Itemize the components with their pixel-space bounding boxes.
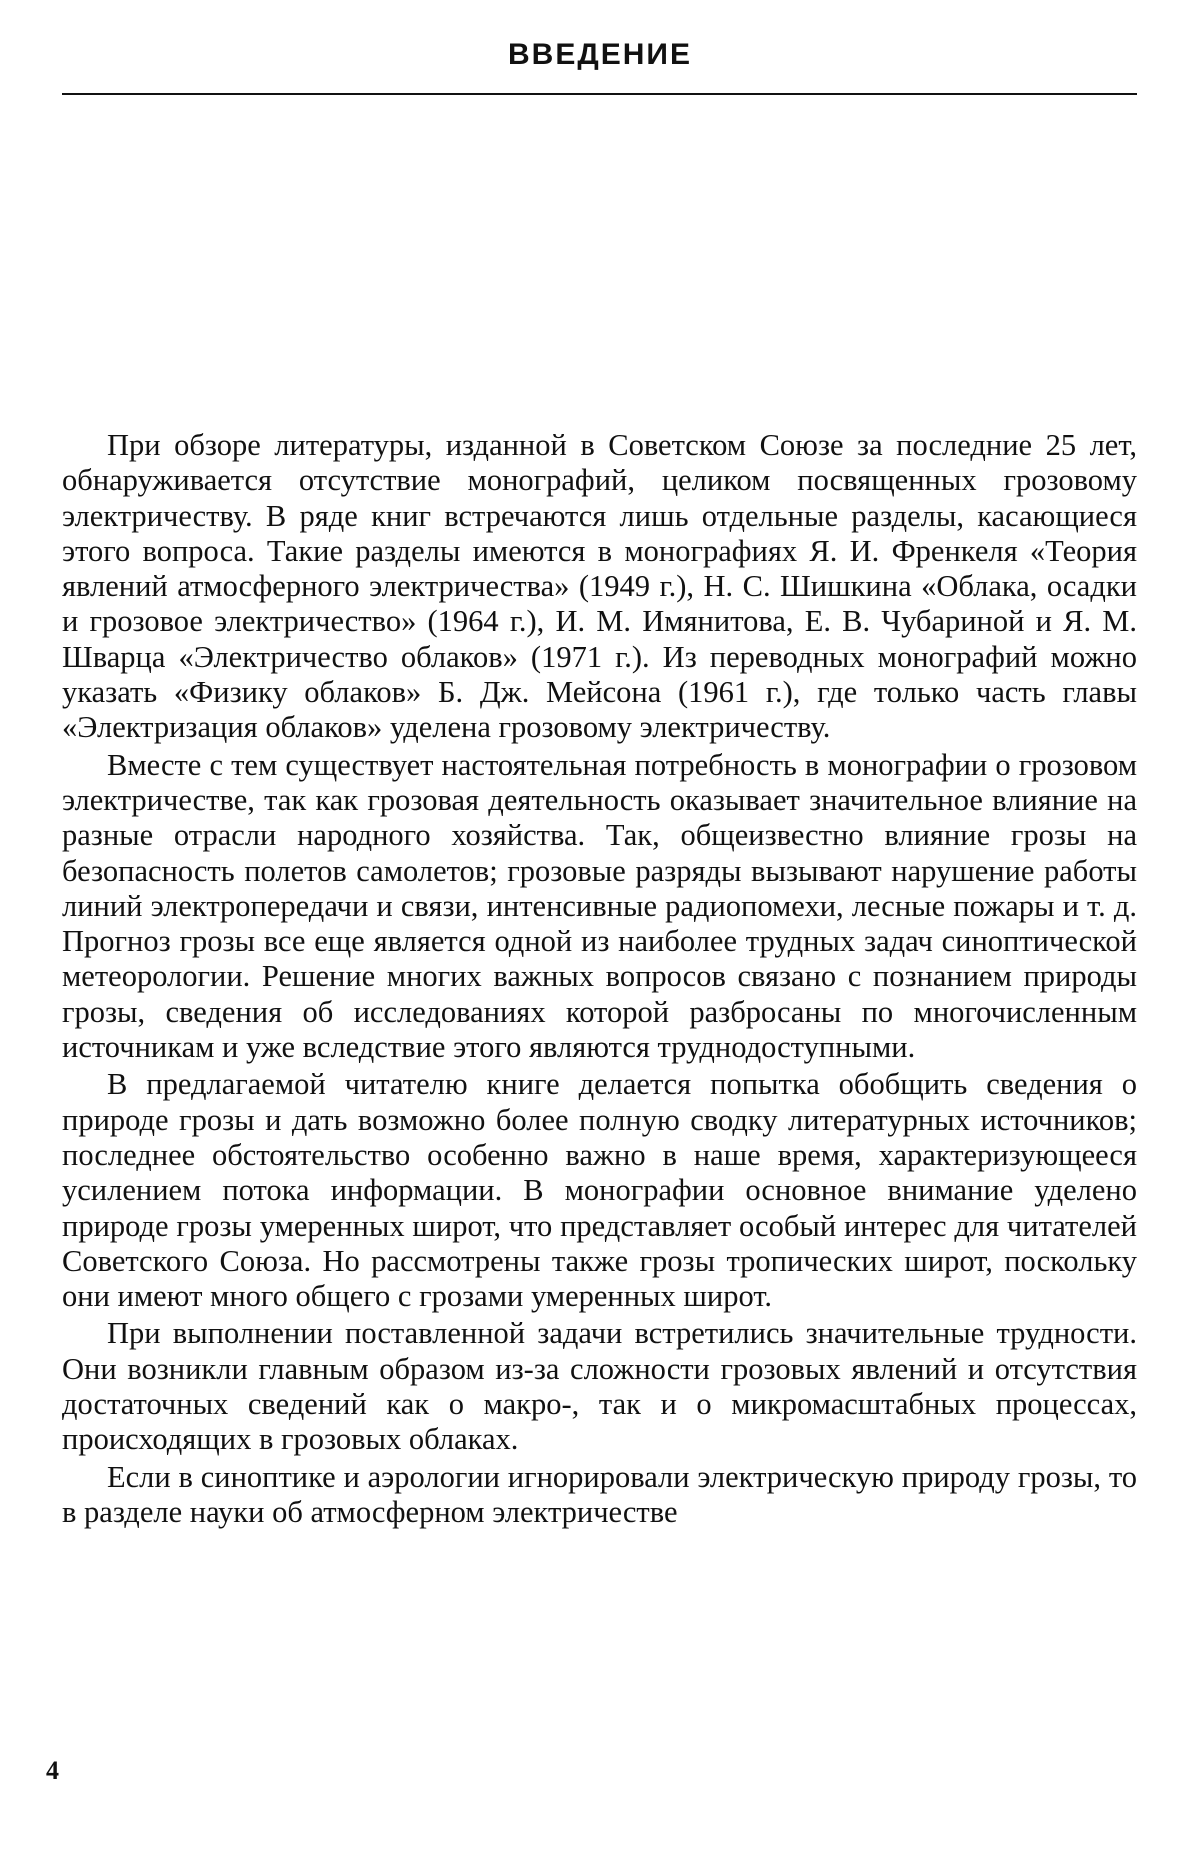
paragraph: В предлагаемой читателю книге делается попытка обобщить сведения о природе грозы и дать возможно более полную сводку литературных источников; последнее обстоятельство особенно важно в наше время, характеризующееся усилением потока информации. В монографии основное внимание уделено природе грозы умеренных широт, что представляет особый интерес для читателей Советского Союза. Но рассмотрены также грозы тропических широт, поскольку они имеют много общего с грозами умеренных широт. bbox=[62, 1067, 1137, 1314]
paragraph: При выполнении поставленной задачи встретились значительные трудности. Они возникли главным образом из-за сложности грозовых явлений и отсутствия достаточных сведений как о макро-, так и о микромасштабных процессах, происходящих в грозовых облаках. bbox=[62, 1316, 1137, 1457]
paragraph: Если в синоптике и аэрологии игнорировали электрическую природу грозы, то в разделе науки об атмосферном электричестве bbox=[62, 1459, 1137, 1529]
page-number: 4 bbox=[46, 1756, 59, 1785]
body-text bbox=[62, 428, 1137, 1532]
chapter-title: ВВЕДЕНИЕ bbox=[508, 38, 692, 71]
paragraph: Вместе с тем существует настоятельная потребность в монографии о грозовом электричестве, так как грозовая деятельность оказывает значительное влияние на разные отрасли народного хозяйства. Так, общеизвестно влияние грозы на безопасность полетов самолетов; грозовые разряды вызывают нарушение работы линий электропередачи и связи, интенсивные радиопомехи, лесные пожары и т. д. Прогноз грозы все еще является одной из наиболее трудных задач синоптической метеорологии. Решение многих важных вопросов связано с познанием природы грозы, сведения об исследованиях которой разбросаны по многочисленным источникам и уже вследствие этого являются труднодоступными. bbox=[62, 747, 1137, 1065]
paragraph: При обзоре литературы, изданной в Советском Союзе за последние 25 лет, обнаруживается отсутствие монографий, целиком посвященных грозовому электричеству. В ряде книг встречаются лишь отдельные разделы, касающиеся этого вопроса. Такие разделы имеются в монографиях Я. И. Френкеля «Теория явлений атмосферного электричества» (1949 г.), Н. С. Шишкина «Облака, осадки и грозовое электричество» (1964 г.), И. М. Имянитова, Е. В. Чубариной и Я. М. Шварца «Электричество облаков» (1971 г.). Из переводных монографий можно указать «Физику облаков» Б. Дж. Мейсона (1961 г.), где только часть главы «Электризация облаков» уделена грозовому электричеству. bbox=[62, 428, 1137, 745]
title-divider bbox=[62, 93, 1137, 95]
